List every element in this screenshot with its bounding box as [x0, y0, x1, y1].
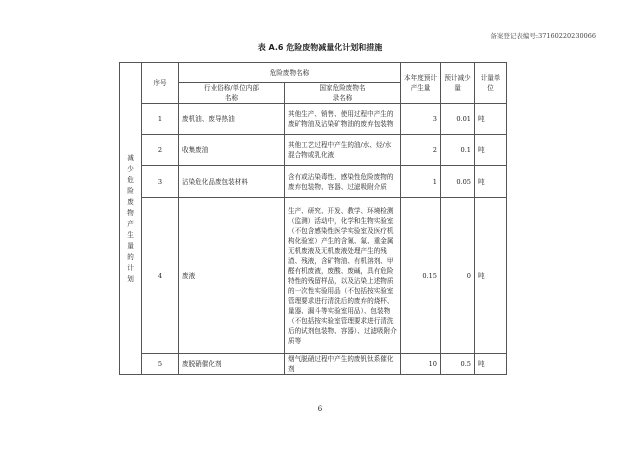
header-row — [120, 63, 507, 83]
header-unit: 计量单位 — [475, 63, 507, 104]
reduction-cell: 0.01 — [441, 104, 475, 135]
table-row — [120, 354, 507, 375]
unit-cell: 吨 — [475, 104, 507, 135]
industry-name-cell: 废脱硝催化剂 — [179, 354, 285, 375]
production-cell: 10 — [401, 354, 441, 375]
national-name-cell: 其他工艺过程中产生的油/水、烃/水混合物或乳化液 — [285, 135, 401, 166]
reduction-cell: 0.1 — [441, 135, 475, 166]
header-national-name: 国家危险废物名录名称 — [285, 83, 401, 104]
table-row — [120, 104, 507, 135]
filing-number: 备案登记表编号:37160220230066 — [490, 32, 596, 40]
unit-cell: 吨 — [475, 354, 507, 375]
industry-name-cell: 收集废油 — [179, 135, 285, 166]
table-title: 表 A.6 危险废物减量化计划和措施 — [257, 43, 383, 52]
header-waste-name: 危险废物名称 — [179, 63, 401, 83]
unit-cell: 吨 — [475, 198, 507, 354]
national-name-cell: 生产、研究、开发、教学、环境检测（监测）活动中，化学和生物实验室（不包含感染性医学实验室及医疗机构化验室）产生的含氰、氟、重金属无机废液及无机废液处理产生的残渣、残液，含矿物油、有机溶剂、甲醛有机废液，废酸、废碱，具有危险特性的残留样品，以及沾染上述物质的一次性实验用品（不包括按实验室管理要求进行清洗后的废弃的烧杯、量器、漏斗等实验室用品）、包装物（不包括按实验室管理要求进行清洗后的试剂包装物、容器）、过滤吸附介质等 — [285, 198, 401, 354]
header-annual-production: 本年度预计产生量 — [401, 63, 441, 104]
reduction-cell: 0.5 — [441, 354, 475, 375]
seq-cell: 2 — [142, 135, 179, 166]
production-cell: 0.15 — [401, 198, 441, 354]
unit-cell: 吨 — [475, 135, 507, 166]
header-industry-name: 行业俗称/单位内部名称 — [179, 83, 285, 104]
production-cell: 2 — [401, 135, 441, 166]
national-name-cell: 其他生产、销售、使用过程中产生的废矿物油及沾染矿物油的废弃包装物 — [285, 104, 401, 135]
national-name-cell: 烟气脱硝过程中产生的废钒钛系催化剂 — [285, 354, 401, 375]
side-label: 减少危险废物产生量的计划 — [120, 63, 142, 375]
page-number: 6 — [317, 405, 323, 413]
table-row — [120, 166, 507, 198]
industry-name-cell: 废机油、废导热油 — [179, 104, 285, 135]
reduction-cell: 0.05 — [441, 166, 475, 198]
industry-name-cell: 沾染危化品废包装材料 — [179, 166, 285, 198]
seq-cell: 3 — [142, 166, 179, 198]
national-name-cell: 含有或沾染毒性、感染性危险废物的废弃包装物、容器、过滤吸附介质 — [285, 166, 401, 198]
seq-cell: 5 — [142, 354, 179, 375]
production-cell: 3 — [401, 104, 441, 135]
production-cell: 1 — [401, 166, 441, 198]
waste-reduction-table — [119, 62, 507, 375]
table-row — [120, 198, 507, 354]
seq-cell: 4 — [142, 198, 179, 354]
header-expected-reduction: 预计减少量 — [441, 63, 475, 104]
table-row — [120, 135, 507, 166]
seq-cell: 1 — [142, 104, 179, 135]
industry-name-cell: 废液 — [179, 198, 285, 354]
reduction-cell: 0 — [441, 198, 475, 354]
header-seq: 序号 — [142, 63, 179, 104]
unit-cell: 吨 — [475, 166, 507, 198]
